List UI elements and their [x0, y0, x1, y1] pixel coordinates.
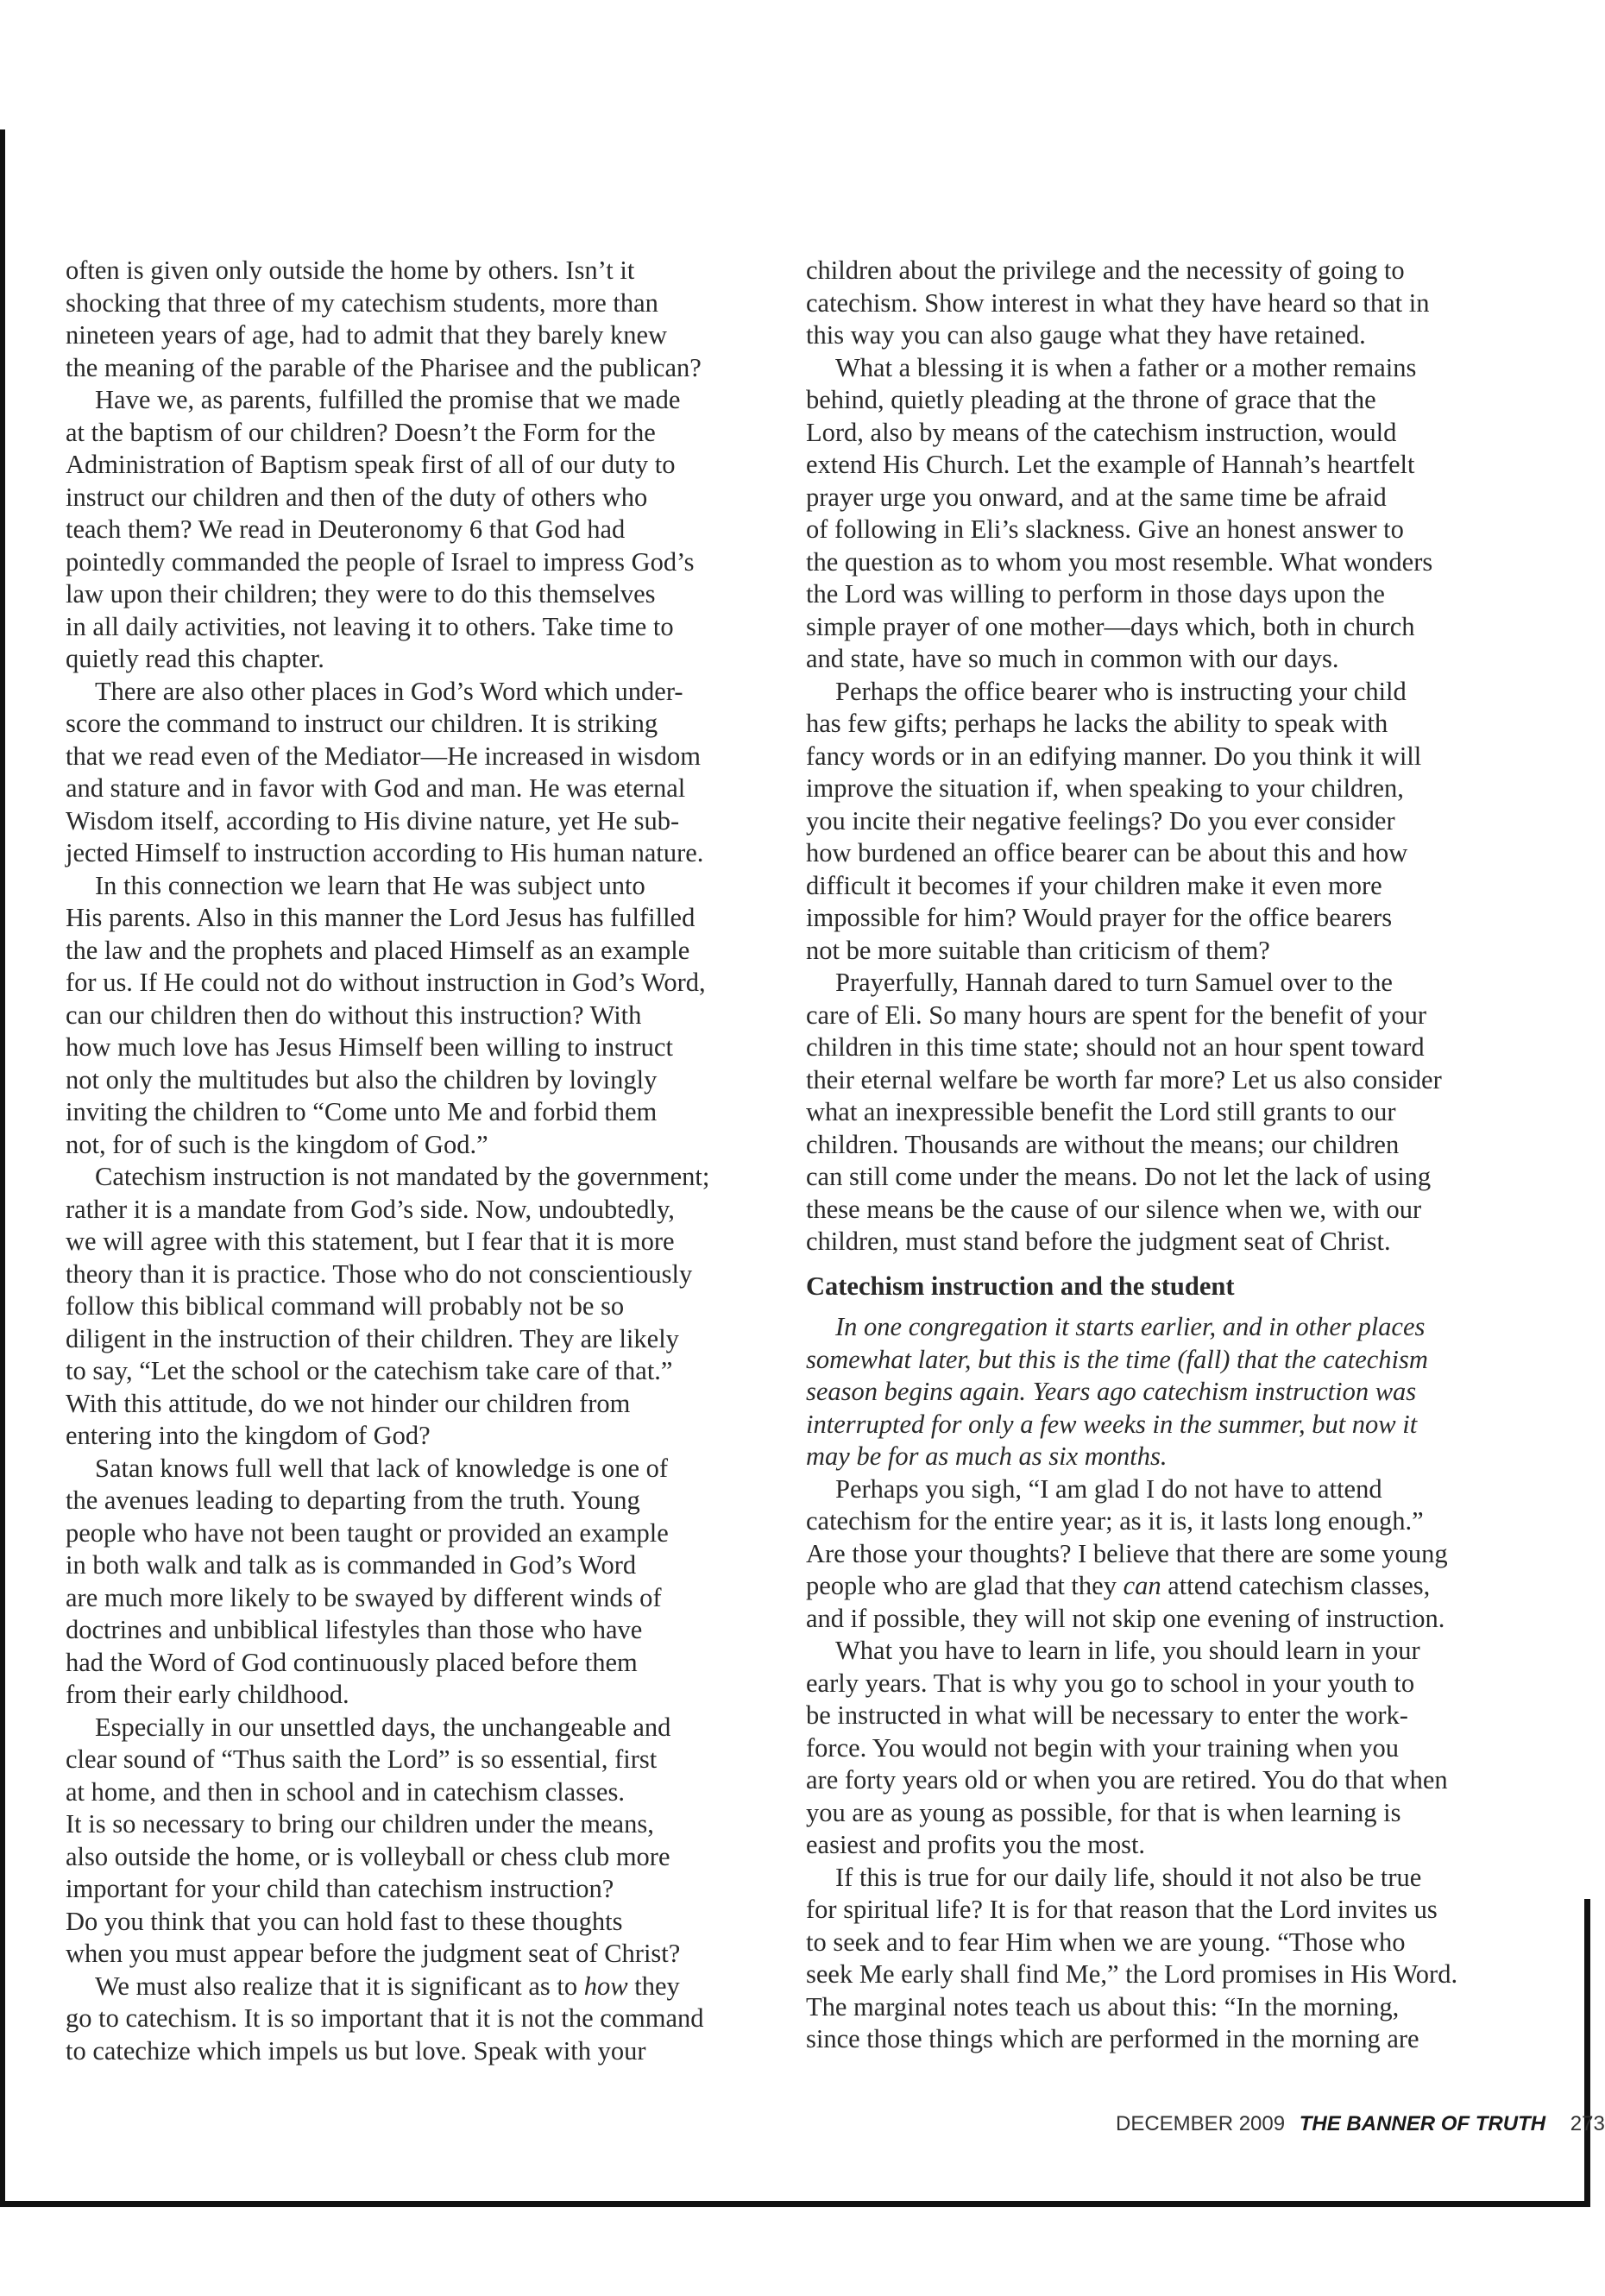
text-line: for spiritual life? It is for that reason that the Lord invites us	[806, 1895, 1438, 1924]
text-line: important for your child than catechism instruction?	[66, 1874, 614, 1903]
text-line: that we read even of the Mediator—He increased in wisdom	[66, 741, 701, 771]
text-line: instruct our children and then of the duty of others who	[66, 482, 648, 512]
page-edge-left	[0, 129, 5, 2206]
text-line: you are as young as possible, for that is when learning is	[806, 1797, 1401, 1827]
paragraph	[66, 1971, 782, 2068]
text-line: and stature and in favor with God and man. He was eternal	[66, 773, 686, 803]
text-line: Perhaps you sigh, “I am glad I do not have to attend	[835, 1473, 1382, 1504]
text-line: in both walk and talk as is commanded in God’s Word	[66, 1550, 637, 1580]
text-line: be instructed in what will be necessary to enter the work-	[806, 1700, 1408, 1730]
text-line: not, for of such is the kingdom of God.”	[66, 1129, 488, 1159]
text-line: entering into the kingdom of God?	[66, 1421, 431, 1450]
page-edge-bottom	[0, 2201, 1589, 2207]
text-line: Especially in our unsettled days, the unchangeable and	[95, 1712, 671, 1742]
text-line: There are also other places in God’s Word which under-	[95, 676, 683, 706]
text-line: in all daily activities, not leaving it to others. Take time to	[66, 611, 674, 641]
text-line: not only the multitudes but also the children by lovingly	[66, 1064, 658, 1094]
paragraph	[806, 1473, 1522, 1636]
text-line: extend His Church. Let the example of Hannah’s heartfelt	[806, 450, 1415, 479]
text-line: Have we, as parents, fulfilled the promise that we made	[95, 385, 681, 414]
paragraph	[66, 1161, 782, 1453]
text-line: of following in Eli’s slackness. Give an honest answer to	[806, 514, 1404, 544]
emphasis: how	[583, 1971, 628, 2001]
text-line: Are those your thoughts? I believe that there are some young	[806, 1538, 1448, 1568]
text-line: children about the privilege and the necessity of going to	[806, 255, 1405, 285]
text-line: this way you can also gauge what they have retained.	[806, 320, 1366, 350]
paragraph	[66, 870, 782, 1162]
text-line: and state, have so much in common with our days.	[806, 644, 1339, 673]
footer-publication-title: THE BANNER OF TRUTH	[1299, 2112, 1546, 2135]
text-line: catechism. Show interest in what they have heard so that in	[806, 287, 1430, 318]
text-line: the avenues leading to departing from the truth. Young	[66, 1485, 640, 1515]
footer-page-number: 273	[1570, 2112, 1605, 2135]
paragraph	[806, 676, 1522, 968]
text-line: Do you think that you can hold fast to these thoughts	[66, 1906, 623, 1936]
paragraph	[66, 1712, 782, 1971]
text-line: teach them? We read in Deuteronomy 6 that God had	[66, 514, 626, 544]
text-line: to catechize which impels us but love. Speak with your	[66, 2035, 646, 2066]
emphasis: can	[1123, 1571, 1161, 1600]
text-line: are forty years old or when you are retired. You do that when	[806, 1765, 1448, 1795]
text-line: somewhat later, but this is the time (fall) that the catechism	[806, 1344, 1428, 1374]
text-line: Lord, also by means of the catechism instruction, would	[806, 417, 1397, 447]
paragraph	[66, 1453, 782, 1712]
text-line: diligent in the instruction of their children. They are likely	[66, 1323, 679, 1353]
footer-date: DECEMBER 2009	[1116, 2112, 1286, 2135]
text-line: With this attitude, do we not hinder our children from	[66, 1388, 631, 1418]
text-line: at the baptism of our children? Doesn’t the Form for the	[66, 417, 656, 447]
left-column-body	[66, 255, 782, 2067]
paragraph	[66, 384, 782, 676]
paragraph	[806, 1862, 1522, 2056]
text-line: inviting the children to “Come unto Me and forbid them	[66, 1097, 658, 1126]
text-line: We must also realize that it is significant as to how they	[95, 1971, 680, 2001]
text-line: Perhaps the office bearer who is instructing your child	[835, 676, 1407, 706]
text-line: Administration of Baptism speak first of all of our duty to	[66, 450, 676, 479]
paragraph	[66, 255, 782, 384]
paragraph	[806, 255, 1522, 352]
text-line: seek Me early shall find Me,” the Lord promises in His Word.	[806, 1959, 1458, 1989]
text-line: It is so necessary to bring our children under the means,	[66, 1809, 654, 1839]
text-line: clear sound of “Thus saith the Lord” is so essential, first	[66, 1744, 658, 1774]
text-line: often is given only outside the home by others. Isn’t it	[66, 255, 635, 285]
text-line: fancy words or in an edifying manner. Do you think it will	[806, 741, 1422, 771]
text-line: children. Thousands are without the means; our children	[806, 1129, 1400, 1159]
text-line: people who are glad that they can attend catechism classes,	[806, 1571, 1431, 1600]
paragraph	[806, 1311, 1522, 1473]
text-line: not be more suitable than criticism of them?	[806, 935, 1270, 965]
text-line: quietly read this chapter.	[66, 644, 324, 673]
text-line: are much more likely to be swayed by different winds of	[66, 1582, 662, 1612]
text-line: you incite their negative feelings? Do you ever consider	[806, 805, 1395, 836]
text-line: force. You would not begin with your training when you	[806, 1732, 1400, 1763]
paragraph	[806, 967, 1522, 1258]
text-line: from their early childhood.	[66, 1680, 349, 1709]
left-column	[66, 255, 782, 2067]
text-line: law upon their children; they were to do this themselves	[66, 579, 656, 609]
text-line: to say, “Let the school or the catechism take care of that.”	[66, 1356, 673, 1385]
text-line: doctrines and unbiblical lifestyles than those who have	[66, 1615, 643, 1644]
text-line: since those things which are performed in the morning are	[806, 2024, 1419, 2053]
text-line: In one congregation it starts earlier, and in other places	[835, 1312, 1426, 1341]
text-line: season begins again. Years ago catechism instruction was	[806, 1377, 1417, 1406]
text-line: nineteen years of age, had to admit that they barely knew	[66, 320, 668, 350]
text-line: and if possible, they will not skip one evening of instruction.	[806, 1603, 1445, 1633]
right-column-top-body	[806, 255, 1522, 1258]
text-line: easiest and profits you the most.	[806, 1830, 1146, 1859]
text-line: simple prayer of one mother—days which, both in church	[806, 611, 1415, 641]
text-line: when you must appear before the judgment seat of Christ?	[66, 1939, 681, 1968]
text-line: the law and the prophets and placed Himself as an example	[66, 935, 690, 965]
right-column-bottom-body	[806, 1311, 1522, 2056]
paragraph	[806, 1635, 1522, 1862]
text-line: has few gifts; perhaps he lacks the ability to speak with	[806, 709, 1388, 738]
text-line: care of Eli. So many hours are spent for the benefit of your	[806, 1000, 1427, 1030]
text-line: prayer urge you onward, and at the same time be afraid	[806, 482, 1387, 512]
text-line: pointedly commanded the people of Israel to impress God’s	[66, 546, 695, 577]
text-line: for us. If He could not do without instruction in God’s Word,	[66, 968, 706, 997]
text-line: their eternal welfare be worth far more? Let us also consider	[806, 1064, 1442, 1094]
text-line: go to catechism. It is so important that it is not the command	[66, 2003, 704, 2033]
text-line: score the command to instruct our children. It is striking	[66, 709, 658, 738]
page-edge-right	[1584, 1899, 1590, 2207]
text-line: rather it is a mandate from God’s side. Now, undoubtedly,	[66, 1194, 675, 1224]
text-line: improve the situation if, when speaking to your children,	[806, 773, 1404, 803]
text-line: jected Himself to instruction according to His human nature.	[66, 838, 704, 867]
text-line: His parents. Also in this manner the Lord Jesus has fulfilled	[66, 903, 696, 932]
text-line: early years. That is why you go to school in your youth to	[806, 1668, 1415, 1698]
text-line: may be for as much as six months.	[806, 1441, 1168, 1471]
text-line: people who have not been taught or provided an example	[66, 1517, 669, 1548]
text-line: shocking that three of my catechism students, more than	[66, 287, 658, 318]
text-line: What you have to learn in life, you should learn in your	[835, 1636, 1420, 1665]
text-line: at home, and then in school and in catechism classes.	[66, 1776, 625, 1807]
text-line: What a blessing it is when a father or a mother remains	[835, 352, 1417, 382]
text-line: impossible for him? Would prayer for the office bearers	[806, 903, 1393, 932]
text-line: the Lord was willing to perform in those days upon the	[806, 579, 1385, 609]
paragraph	[66, 676, 782, 870]
text-line: what an inexpressible benefit the Lord still grants to our	[806, 1097, 1396, 1126]
text-line: Wisdom itself, according to His divine nature, yet He sub-	[66, 805, 680, 836]
text-line: Catechism instruction is not mandated by the government;	[95, 1162, 710, 1191]
text-line: difficult it becomes if your children make it even more	[806, 870, 1382, 900]
right-column	[806, 255, 1522, 2056]
text-line: If this is true for our daily life, should it not also be true	[835, 1862, 1422, 1892]
text-line: to seek and to fear Him when we are young. “Those who	[806, 1927, 1406, 1957]
text-line: we will agree with this statement, but I fear that it is more	[66, 1227, 675, 1256]
text-line: theory than it is practice. Those who do not conscientiously	[66, 1258, 693, 1289]
text-line: these means be the cause of our silence when we, with our	[806, 1194, 1422, 1224]
text-line: how burdened an office bearer can be about this and how	[806, 838, 1408, 867]
text-line: The marginal notes teach us about this: “In the morning,	[806, 1991, 1400, 2022]
text-line: Satan knows full well that lack of knowledge is one of	[95, 1453, 669, 1483]
text-line: had the Word of God continuously placed before them	[66, 1647, 638, 1677]
text-line: the meaning of the parable of the Pharisee and the publican?	[66, 352, 702, 382]
text-line: how much love has Jesus Himself been willing to instruct	[66, 1032, 673, 1062]
text-line: also outside the home, or is volleyball or chess club more	[66, 1841, 670, 1871]
section-heading: Catechism instruction and the student	[806, 1271, 1235, 1301]
text-line: can our children then do without this instruction? With	[66, 1000, 642, 1030]
text-line: In this connection we learn that He was subject unto	[95, 870, 645, 900]
paragraph	[806, 352, 1522, 676]
text-line: the question as to whom you most resemble. What wonders	[806, 546, 1433, 577]
text-line: catechism for the entire year; as it is, it lasts long enough.”	[806, 1506, 1424, 1536]
text-line: can still come under the means. Do not let the lack of using	[806, 1162, 1432, 1191]
text-line: behind, quietly pleading at the throne of grace that the	[806, 385, 1376, 414]
text-line: children in this time state; should not an hour spent toward	[806, 1032, 1425, 1062]
text-line: children, must stand before the judgment seat of Christ.	[806, 1227, 1391, 1256]
text-line: Prayerfully, Hannah dared to turn Samuel over to the	[835, 968, 1393, 997]
text-line: follow this biblical command will probably not be so	[66, 1291, 625, 1321]
text-line: interrupted for only a few weeks in the summer, but now it	[806, 1409, 1418, 1439]
page-footer	[1116, 2112, 1605, 2136]
